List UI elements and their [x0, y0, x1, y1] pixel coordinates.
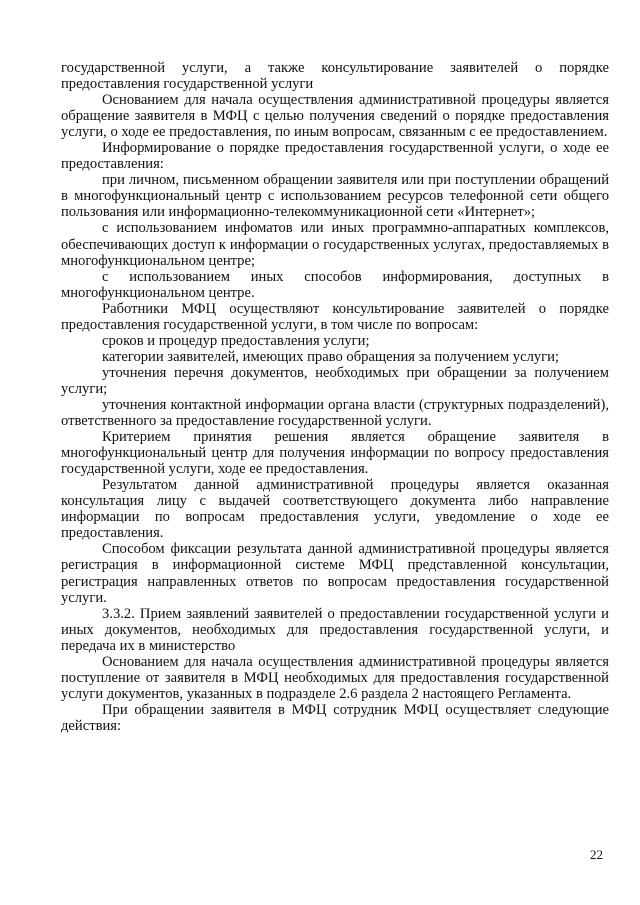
paragraph: Результатом данной административной процедуры является оказанная консультация лицу с выдачей соответствующего документа либо направление информации по вопросам предоставления услуги, уведомление о ходе ее предоставления.: [61, 477, 609, 542]
paragraph: При обращении заявителя в МФЦ сотрудник МФЦ осуществляет следующие действия:: [61, 701, 609, 734]
paragraph: Способом фиксации результата данной административной процедуры является регистрация в информационной системе МФЦ представленной консультации, регистрация направленных ответов по вопросам предоставления государственной услуги.: [61, 541, 609, 606]
paragraph: при личном, письменном обращении заявителя или при поступлении обращений в многофункциональный центр с использованием ресурсов телефонной сети общего пользования или информационно-телекоммуникационной сети «Интернет»;: [61, 172, 609, 221]
paragraph: Критерием принятия решения является обращение заявителя в многофункциональный центр для получения информации по вопросу предоставления государственной услуги, ходе ее предоставления.: [61, 429, 609, 478]
section-heading: 3.3.2. Прием заявлений заявителей о предоставлении государственной услуги и иных документов, необходимых для предоставления государственной услуги, и передача их в министерство: [61, 605, 609, 654]
document-body: [61, 60, 609, 734]
paragraph: с использованием иных способов информирования, доступных в многофункциональном центре.: [61, 268, 609, 301]
paragraph: уточнения перечня документов, необходимых при обращении за получением услуги;: [61, 364, 609, 397]
paragraph: Информирование о порядке предоставления государственной услуги, о ходе ее предоставления:: [61, 140, 609, 173]
paragraph: государственной услуги, а также консультирование заявителей о порядке предоставления государственной услуги: [61, 60, 609, 93]
paragraph: категории заявителей, имеющих право обращения за получением услуги;: [102, 348, 560, 365]
paragraph: Основанием для начала осуществления административной процедуры является обращение заявителя в МФЦ с целью получения сведений о порядке предоставления услуги, о ходе ее предоставления, по иным вопросам, связанным с ее предоставлением.: [61, 92, 609, 141]
page-number: 22: [590, 847, 603, 862]
paragraph: Основанием для начала осуществления административной процедуры является поступление от заявителя в МФЦ необходимых для предоставления государственной услуги документов, указанных в подразделе 2.6 раздела 2 настоящего Регламента.: [61, 653, 609, 702]
paragraph: Работники МФЦ осуществляют консультирование заявителей о порядке предоставления государственной услуги, в том числе по вопросам:: [61, 300, 609, 333]
paragraph: с использованием инфоматов или иных программно-аппаратных комплексов, обеспечивающих доступ к информации о государственных услугах, предоставляемых в многофункциональном центре;: [61, 220, 609, 269]
paragraph: сроков и процедур предоставления услуги;: [102, 332, 370, 349]
paragraph: уточнения контактной информации органа власти (структурных подразделений), ответственного за предоставление государственной услуги.: [61, 396, 609, 430]
